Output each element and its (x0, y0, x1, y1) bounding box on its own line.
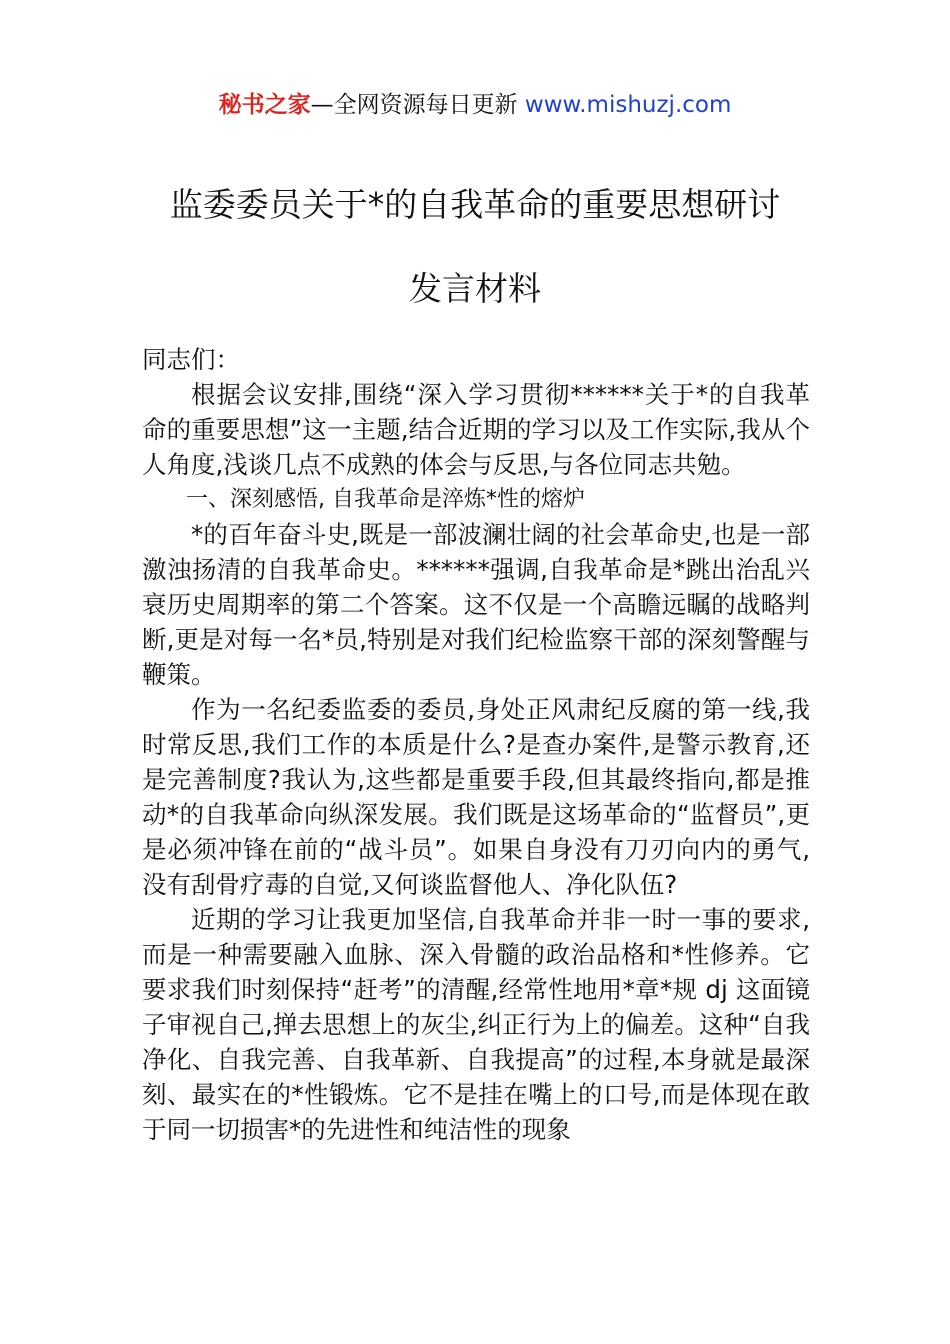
paragraph-reflection: 作为一名纪委监委的委员,身处正风肃纪反腐的第一线,我时常反思,我们工作的本质是什么?是查办案件,是警示教育,还是完善制度?我认为,这些都是重要手段,但其最终指向,都是推动*的自我革命向纵深发展。我们既是这场革命的“监督员”,更是必须冲锋在前的“战斗员”。如果自身没有刀刃向内的勇气,没有刮骨疗毒的自觉,又何谈监督他人、净化队伍? (142, 695, 810, 899)
title-line-1: 监委委员关于*的自我革命的重要思想研讨 (169, 185, 781, 224)
paragraph-history: *的百年奋斗史,既是一部波澜壮阔的社会革命史,也是一部激浊扬清的自我革命史。******强调,自我革命是*跳出治乱兴衰历史周期率的第二个答案。这不仅是一个高瞻远瞩的战略判断,更是对每一名*员,特别是对我们纪检监察干部的深刻警醒与鞭策。 (142, 520, 810, 689)
paragraph-intro: 根据会议安排,围绕“深入学习贯彻******关于*的自我革命的重要思想”这一主题,结合近期的学习以及工作实际,我从个人角度,浅谈几点不成熟的体会与反思,与各位同志共勉。 (142, 380, 810, 479)
site-header (0, 88, 950, 122)
salutation: 同志们： (142, 345, 240, 374)
document-body (142, 342, 810, 1147)
title-line-2: 发言材料 (409, 269, 541, 308)
document-title (100, 163, 850, 331)
header-slogan: —全网资源每日更新 (310, 92, 518, 118)
brand-name: 秘书之家 (218, 92, 311, 118)
paragraph-study: 近期的学习让我更加坚信,自我革命并非一时一事的要求,而是一种需要融入血脉、深入骨髓的政治品格和*性修养。它要求我们时刻保持“赶考”的清醒,经常性地用*章*规 dj 这面镜子审视自己,掸去思想上的灰尘,纠正行为上的偏差。这种“自我净化、自我完善、自我革新、自我提高”的过程,本身就是最深刻、最实在的*性锻炼。它不是挂在嘴上的口号,而是体现在敢于同一切损害*的先进性和纯洁性的现象 (142, 905, 810, 1144)
site-url-link[interactable]: www.mishuzj.com (524, 92, 732, 118)
section-heading-1: 一、深刻感悟, 自我革命是淬炼*性的熔炉 (186, 487, 585, 512)
